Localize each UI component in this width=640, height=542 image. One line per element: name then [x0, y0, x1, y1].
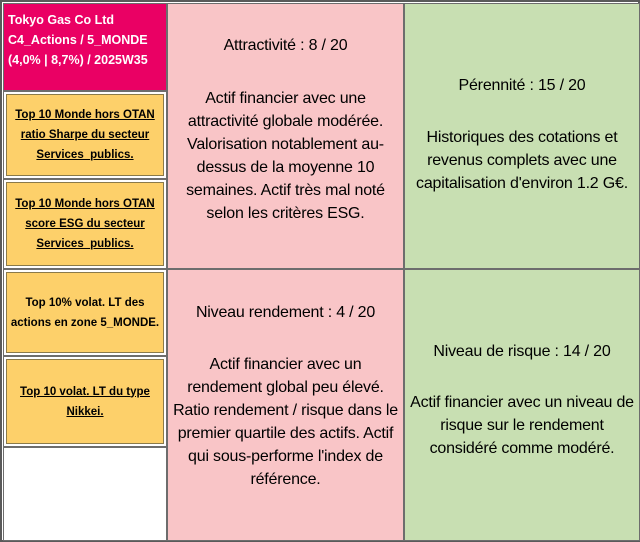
rendement-body: Actif financier avec un rendement global peu élevé. Ratio rendement / risque dans le premier quartile des actifs. Actif qui sous-performe l'index de référence.	[173, 356, 398, 488]
asset-category: C4_Actions / 5_MONDE	[8, 33, 148, 47]
perennite-body: Historiques des cotations et revenus complets avec une capitalisation d'environ 1.2 G€.	[416, 129, 628, 192]
attractivite-panel	[167, 3, 404, 269]
badge-volat-zone-cell	[3, 269, 167, 356]
rendement-panel	[167, 269, 404, 541]
badge-volat-zone: Top 10% volat. LT des actions en zone 5_MONDE.	[6, 272, 164, 353]
attractivite-title: Attractivité : 8 / 20	[223, 37, 348, 54]
badge-volat-nikkei-cell	[3, 356, 167, 447]
risque-body: Actif financier avec un niveau de risque sur le rendement considéré comme modéré.	[410, 394, 634, 457]
asset-name: Tokyo Gas Co Ltd	[8, 13, 115, 27]
badge-esg-cell	[3, 179, 167, 269]
badge-volat-nikkei[interactable]: Top 10 volat. LT du type Nikkei.	[6, 359, 164, 444]
perennite-title: Pérennité : 15 / 20	[458, 77, 586, 94]
perennite-panel	[404, 3, 640, 269]
rendement-title: Niveau rendement : 4 / 20	[195, 304, 376, 321]
asset-header	[3, 3, 167, 91]
badge-sharpe-cell	[3, 91, 167, 179]
badge-esg[interactable]: Top 10 Monde hors OTAN score ESG du secteur Services_publics.	[6, 182, 164, 266]
asset-performance-week: (4,0% | 8,7%) / 2025W35	[8, 53, 148, 67]
risque-title: Niveau de risque : 14 / 20	[433, 343, 611, 360]
risque-panel	[404, 269, 640, 541]
attractivite-body: Actif financier avec une attractivité globale modérée. Valorisation notablement au-dessus de la moyenne 10 semaines. Actif très mal noté selon les critères ESG.	[186, 90, 385, 222]
empty-cell	[3, 447, 167, 541]
badge-sharpe[interactable]: Top 10 Monde hors OTAN ratio Sharpe du secteur Services_publics.	[6, 94, 164, 176]
